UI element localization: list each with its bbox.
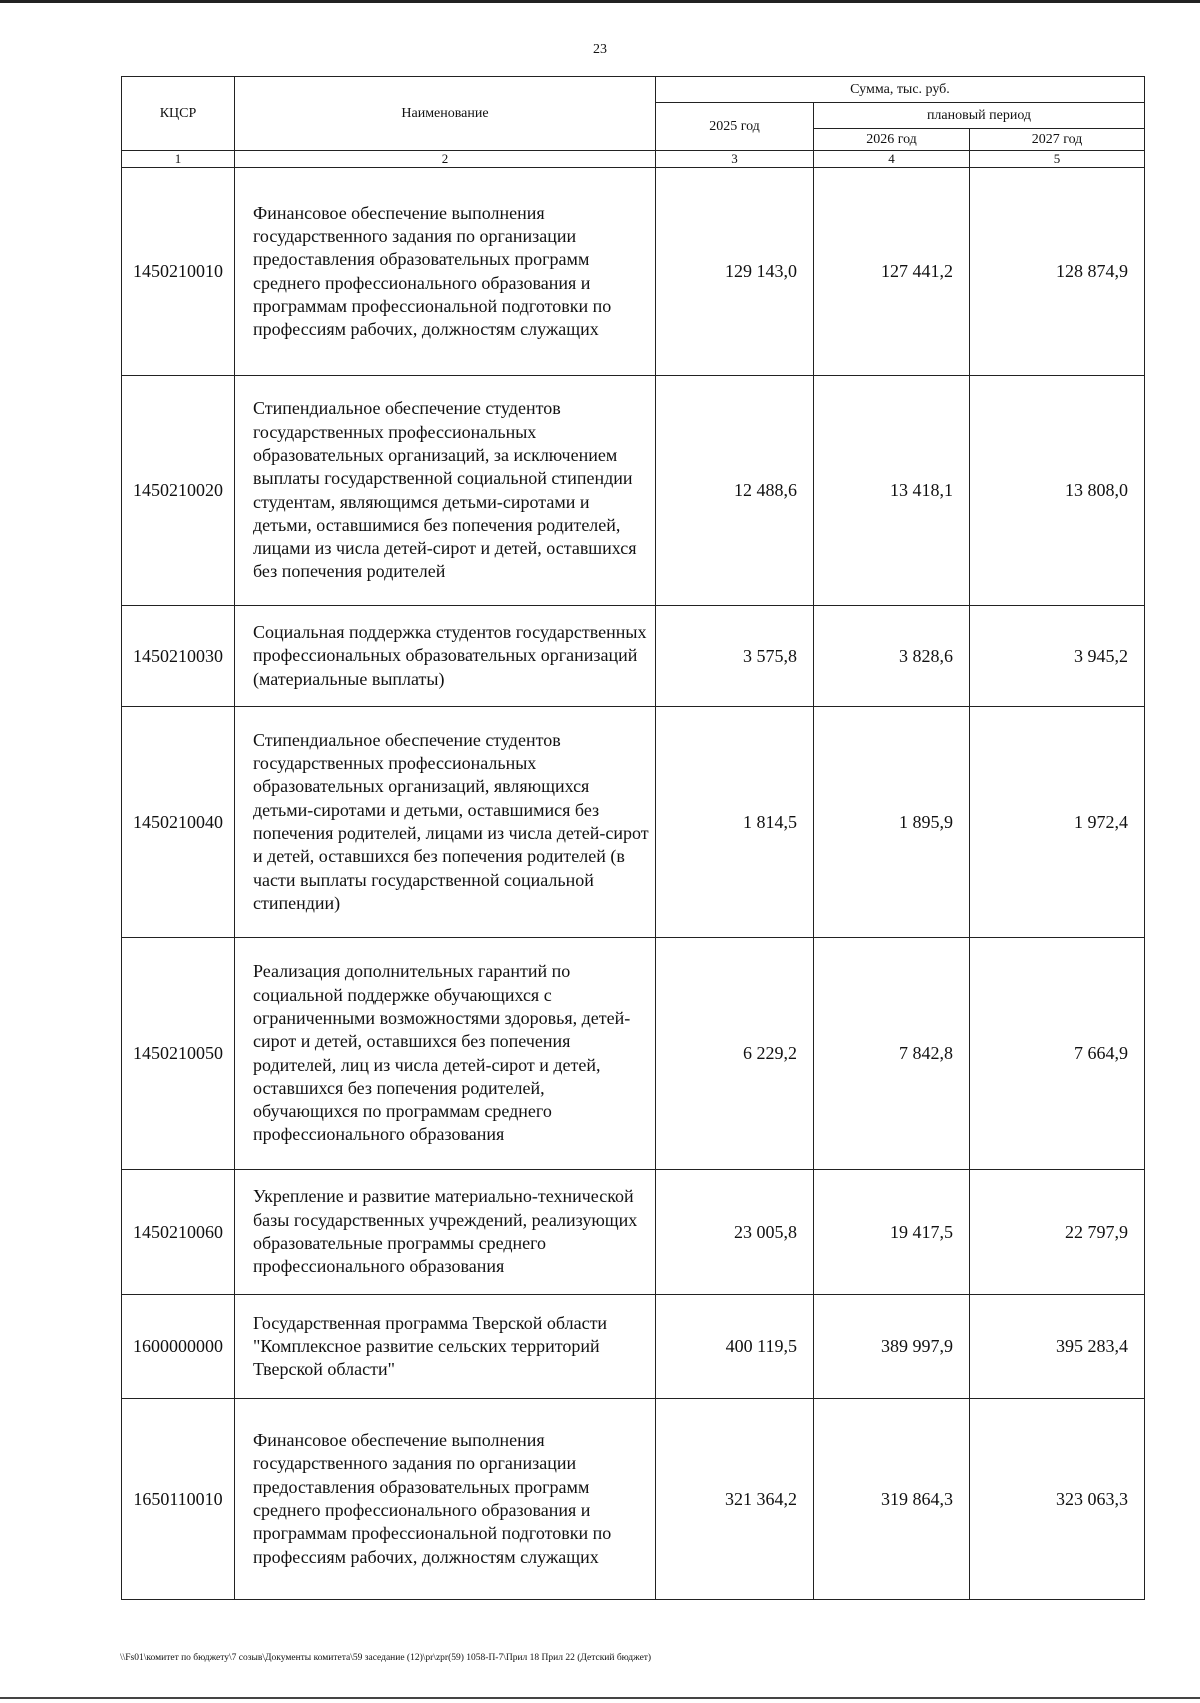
- table-row: [122, 1170, 1145, 1295]
- header-name: Наименование: [235, 77, 656, 151]
- bottom-border-line: [0, 1697, 1200, 1699]
- row-name: Стипендиальное обеспечение студентов государственных профессиональных образовательных организаций, являющихся детьми-сиротами и детьми, оставшимися без попечения родителей, лицами из числа детей-сирот и детей, оставшихся без попечения родителей (в части выплаты государственной социальной стипендии): [235, 707, 656, 938]
- row-name: Государственная программа Тверской области "Комплексное развитие сельских территорий Тверской области": [235, 1295, 656, 1399]
- row-name: Стипендиальное обеспечение студентов государственных профессиональных образовательных организаций, за исключением выплаты государственной социальной стипендии студентам, являющимся детьми-сиротами и детьми, оставшимися без попечения родителей, лицами из числа детей-сирот и детей, оставшихся без попечения родителей: [235, 376, 656, 606]
- row-value-2027: 323 063,3: [970, 1399, 1145, 1600]
- column-number: 4: [814, 151, 970, 168]
- row-value-2026: 7 842,8: [814, 938, 970, 1170]
- table-body: [122, 168, 1145, 1600]
- table-row: [122, 606, 1145, 707]
- row-value-2026: 3 828,6: [814, 606, 970, 707]
- row-value-2025: 12 488,6: [656, 376, 814, 606]
- budget-table: [121, 76, 1145, 1600]
- row-code: 1450210010: [122, 168, 235, 376]
- row-value-2026: 13 418,1: [814, 376, 970, 606]
- row-value-2026: 19 417,5: [814, 1170, 970, 1295]
- table-row: [122, 168, 1145, 376]
- row-value-2026: 319 864,3: [814, 1399, 970, 1600]
- column-number: 1: [122, 151, 235, 168]
- footer-file-path: \\Fs01\комитет по бюджету\7 созыв\Документы комитета\59 заседание (12)\pr\zpr(59) 1058-П-7\Прил 18 Прил 22 (Детский бюджет): [120, 1653, 652, 1663]
- row-code: 1450210050: [122, 938, 235, 1170]
- row-value-2025: 3 575,8: [656, 606, 814, 707]
- column-number: 2: [235, 151, 656, 168]
- page-number: 23: [593, 42, 607, 57]
- table-row: [122, 938, 1145, 1170]
- row-name: Укрепление и развитие материально-технической базы государственных учреждений, реализующих образовательные программы среднего профессионального образования: [235, 1170, 656, 1295]
- row-code: 1600000000: [122, 1295, 235, 1399]
- row-code: 1450210030: [122, 606, 235, 707]
- header-2025: 2025 год: [656, 103, 814, 151]
- table-row: [122, 376, 1145, 606]
- row-code: 1450210060: [122, 1170, 235, 1295]
- row-value-2025: 321 364,2: [656, 1399, 814, 1600]
- row-value-2027: 22 797,9: [970, 1170, 1145, 1295]
- row-code: 1450210020: [122, 376, 235, 606]
- column-number: 5: [970, 151, 1145, 168]
- header-sum: Сумма, тыс. руб.: [656, 77, 1145, 103]
- header-2026: 2026 год: [814, 129, 970, 151]
- row-value-2027: 128 874,9: [970, 168, 1145, 376]
- row-code: 1450210040: [122, 707, 235, 938]
- row-value-2027: 395 283,4: [970, 1295, 1145, 1399]
- row-value-2025: 400 119,5: [656, 1295, 814, 1399]
- table-row: [122, 1399, 1145, 1600]
- row-name: Финансовое обеспечение выполнения государственного задания по организации предоставления образовательных программ среднего профессионального образования и программам профессиональной подготовки по профессиям рабочих, должностям служащих: [235, 168, 656, 376]
- row-value-2025: 1 814,5: [656, 707, 814, 938]
- row-value-2025: 129 143,0: [656, 168, 814, 376]
- row-name: Финансовое обеспечение выполнения государственного задания по организации предоставления образовательных программ среднего профессионального образования и программам профессиональной подготовки по профессиям рабочих, должностям служащих: [235, 1399, 656, 1600]
- row-name: Социальная поддержка студентов государственных профессиональных образовательных организаций (материальные выплаты): [235, 606, 656, 707]
- top-border-line: [0, 0, 1200, 3]
- row-value-2025: 23 005,8: [656, 1170, 814, 1295]
- table-row: [122, 707, 1145, 938]
- row-value-2027: 3 945,2: [970, 606, 1145, 707]
- column-number: 3: [656, 151, 814, 168]
- row-value-2027: 13 808,0: [970, 376, 1145, 606]
- row-value-2026: 389 997,9: [814, 1295, 970, 1399]
- row-value-2026: 127 441,2: [814, 168, 970, 376]
- header-planned-period: плановый период: [814, 103, 1145, 129]
- table-row-program-total: [122, 1295, 1145, 1399]
- row-value-2026: 1 895,9: [814, 707, 970, 938]
- column-number-row: [122, 151, 1145, 168]
- row-code: 1650110010: [122, 1399, 235, 1600]
- row-name: Реализация дополнительных гарантий по социальной поддержке обучающихся с ограниченными возможностями здоровья, детей-сирот и детей, оставшихся без попечения родителей, лиц из числа детей-сирот и детей, оставшихся без попечения родителей, обучающихся по программам среднего профессионального образования: [235, 938, 656, 1170]
- header-code: КЦСР: [122, 77, 235, 151]
- row-value-2027: 7 664,9: [970, 938, 1145, 1170]
- header-2027: 2027 год: [970, 129, 1145, 151]
- row-value-2025: 6 229,2: [656, 938, 814, 1170]
- table-header: [122, 77, 1145, 168]
- row-value-2027: 1 972,4: [970, 707, 1145, 938]
